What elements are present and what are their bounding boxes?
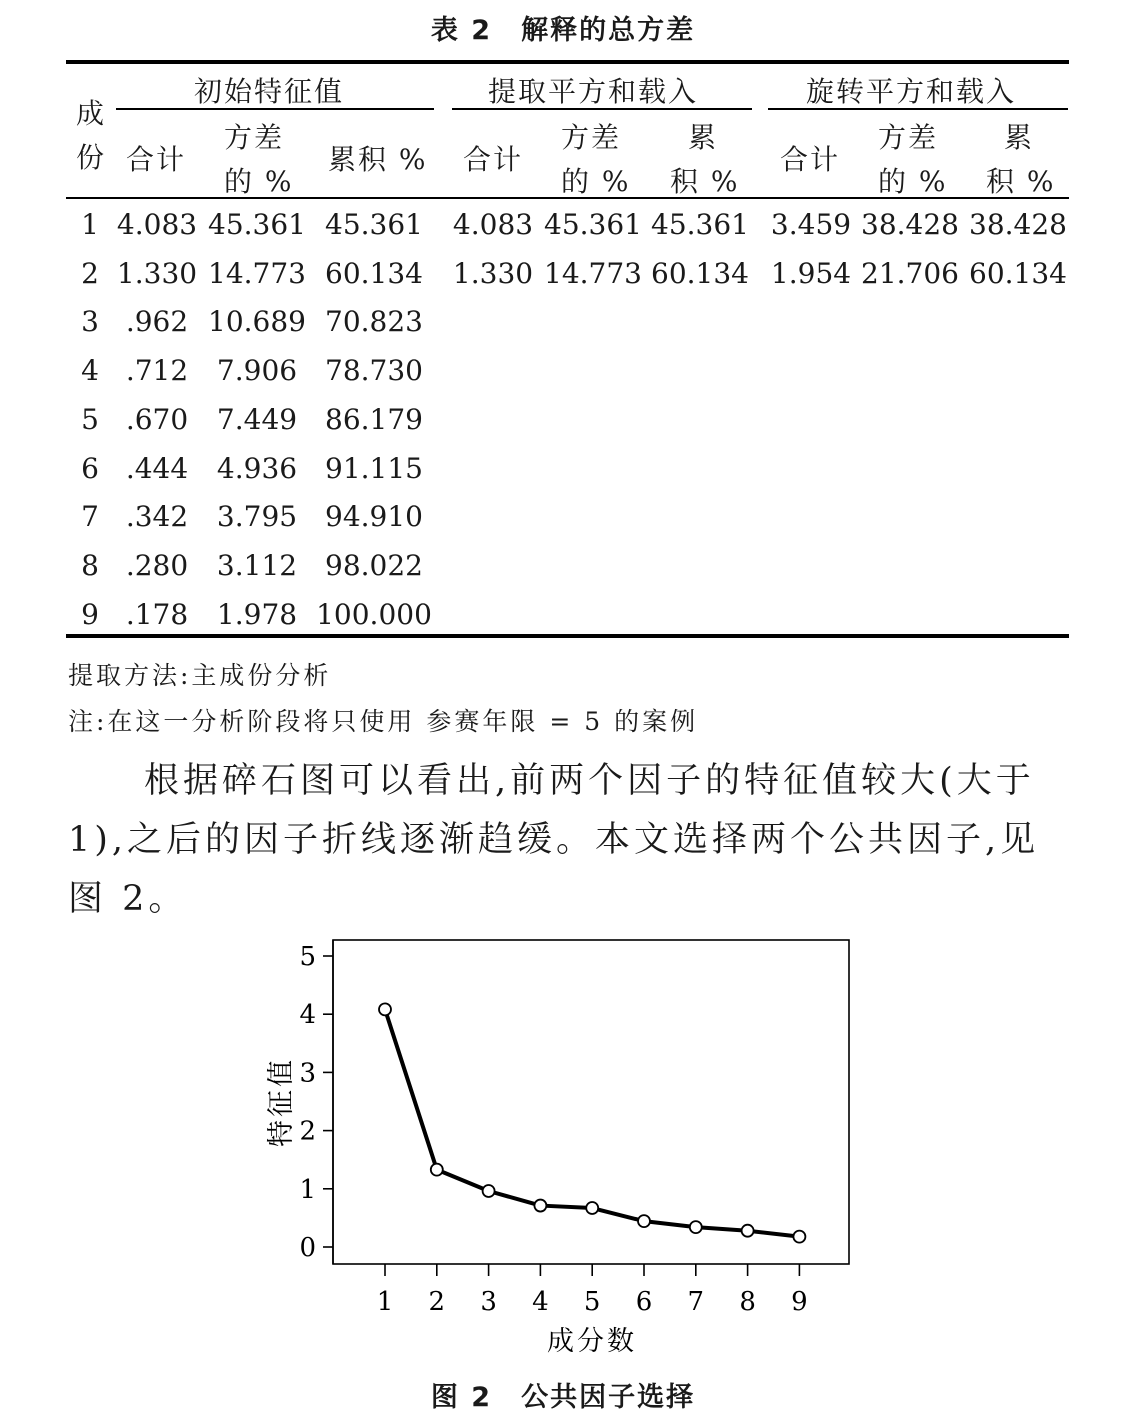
plot-frame	[333, 940, 849, 1264]
table-cell: 14.773	[544, 256, 642, 290]
table-cell: .342	[125, 500, 189, 534]
group-header-initial: 初始特征值	[194, 75, 345, 108]
data-point	[742, 1225, 754, 1237]
table-cell: 98.022	[325, 548, 423, 582]
table-cell: 45.361	[544, 208, 642, 241]
table-cell: 60.134	[325, 256, 423, 290]
table-cell: 45.361	[208, 208, 306, 241]
x-tick-label: 4	[532, 1287, 549, 1317]
table-cell: .962	[125, 305, 189, 339]
x-tick-label: 7	[687, 1287, 705, 1317]
col-header-cumulative: 累积 %	[328, 143, 428, 176]
x-tick-label: 6	[635, 1287, 653, 1317]
table-cell: 60.134	[651, 256, 749, 290]
table-cell: 38.428	[861, 208, 959, 241]
data-point	[483, 1185, 495, 1197]
group-header-extract: 提取平方和载入	[488, 75, 699, 108]
col-header-variance-line1: 方差	[224, 121, 285, 154]
y-tick-label: 3	[299, 1058, 316, 1089]
group-header-rotate: 旋转平方和载入	[806, 75, 1017, 108]
data-point	[638, 1215, 650, 1227]
col-header-total: 合计	[463, 143, 524, 176]
col-header-variance-line1: 方差	[561, 121, 622, 154]
table-cell: 1.330	[452, 256, 534, 290]
table-cell: 4.083	[116, 208, 198, 241]
body-paragraph: 根据碎石图可以看出,前两个因子的特征值较大(大于 1),之后的因子折线逐渐趋缓。本文选择两个公共因子,见图 2。	[68, 761, 1040, 919]
table-cell: 10.689	[208, 305, 306, 339]
row-index-cell: 3	[81, 305, 99, 339]
row-index-cell: 6	[81, 451, 99, 485]
y-tick-label: 1	[299, 1174, 316, 1205]
table-cell: 7.906	[216, 354, 298, 388]
row-header-char2: 份	[76, 141, 107, 174]
x-axis	[377, 1264, 808, 1317]
x-tick-label: 1	[376, 1287, 394, 1317]
x-tick-label: 3	[480, 1287, 497, 1317]
row-header-char1: 成	[76, 97, 107, 130]
data-point	[586, 1202, 598, 1214]
table-cell: 14.773	[208, 256, 306, 290]
col-header-variance-line2: 的 %	[561, 165, 631, 198]
table-cell: 45.361	[325, 208, 423, 241]
row-index-cell: 1	[81, 208, 99, 241]
table-cell: 91.115	[325, 451, 423, 485]
row-index-cell: 7	[81, 500, 99, 534]
y-axis	[299, 942, 333, 1263]
data-point	[379, 1003, 391, 1015]
table-cell: 45.361	[651, 208, 749, 241]
table-cell: 38.428	[969, 208, 1067, 241]
y-axis-label: 特征值	[266, 1057, 297, 1147]
table-cell: 86.179	[325, 402, 423, 436]
eigenvalue-line	[385, 1009, 799, 1236]
table-cell: 3.795	[216, 500, 298, 534]
col-header-cumulative-line1: 累	[1004, 121, 1035, 154]
data-point	[534, 1200, 546, 1212]
y-tick-label: 0	[299, 1233, 316, 1263]
data-point	[690, 1221, 702, 1233]
y-tick-label: 2	[299, 1116, 316, 1147]
row-index-cell: 5	[81, 402, 99, 436]
table-cell: 100.000	[316, 597, 432, 631]
row-index-cell: 2	[81, 256, 99, 290]
table-cell: 60.134	[969, 256, 1067, 290]
table-cell: .444	[125, 451, 189, 485]
x-tick-label: 5	[583, 1287, 601, 1317]
table-cell: 3.459	[770, 208, 852, 241]
table-cell: 78.730	[325, 354, 423, 388]
x-tick-label: 9	[791, 1287, 808, 1317]
table-cell: .178	[125, 597, 189, 631]
col-header-variance-line2: 的 %	[224, 165, 294, 198]
table-cell: 70.823	[325, 305, 423, 339]
table-cell: 94.910	[325, 500, 423, 534]
data-point	[431, 1164, 443, 1176]
table-cell: 7.449	[216, 402, 298, 436]
figure-caption: 图 2 公共因子选择	[430, 1382, 696, 1413]
y-tick-label: 5	[299, 942, 316, 972]
table-top-rule	[66, 60, 1069, 64]
table-remark-note: 注:在这一分析阶段将只使用 参赛年限 = 5 的案例	[68, 707, 699, 736]
table-cell: .280	[125, 548, 189, 582]
table-cell: 21.706	[861, 256, 959, 290]
table-cell: 3.112	[216, 548, 298, 582]
col-header-cumulative-line2: 积 %	[986, 165, 1056, 198]
col-header-variance-line1: 方差	[878, 121, 939, 154]
col-header-total: 合计	[780, 143, 841, 176]
x-axis-label: 成分数	[547, 1326, 637, 1357]
row-index-cell: 4	[81, 354, 99, 388]
col-header-total: 合计	[126, 143, 187, 176]
x-tick-label: 2	[428, 1287, 446, 1317]
row-index-cell: 8	[81, 548, 99, 582]
table-cell: .712	[125, 354, 189, 388]
table-cell: 4.083	[452, 208, 534, 241]
data-point	[793, 1231, 805, 1243]
x-tick-label: 8	[739, 1287, 756, 1317]
y-tick-label: 4	[299, 1000, 316, 1031]
table-cell: 1.954	[770, 256, 852, 290]
col-header-cumulative-line1: 累	[688, 121, 719, 154]
table-cell: 1.978	[216, 597, 298, 631]
table-cell: .670	[125, 402, 189, 436]
table-cell: 4.936	[216, 451, 298, 485]
extraction-method-note: 提取方法:主成份分析	[68, 661, 332, 690]
table-bottom-rule	[66, 634, 1069, 638]
col-header-cumulative-line2: 积 %	[670, 165, 740, 198]
table-cell: 1.330	[116, 256, 198, 290]
table-caption: 表 2 解释的总方差	[430, 15, 696, 46]
eigenvalue-points	[379, 1003, 805, 1242]
col-header-variance-line2: 的 %	[878, 165, 948, 198]
row-index-cell: 9	[81, 597, 99, 631]
